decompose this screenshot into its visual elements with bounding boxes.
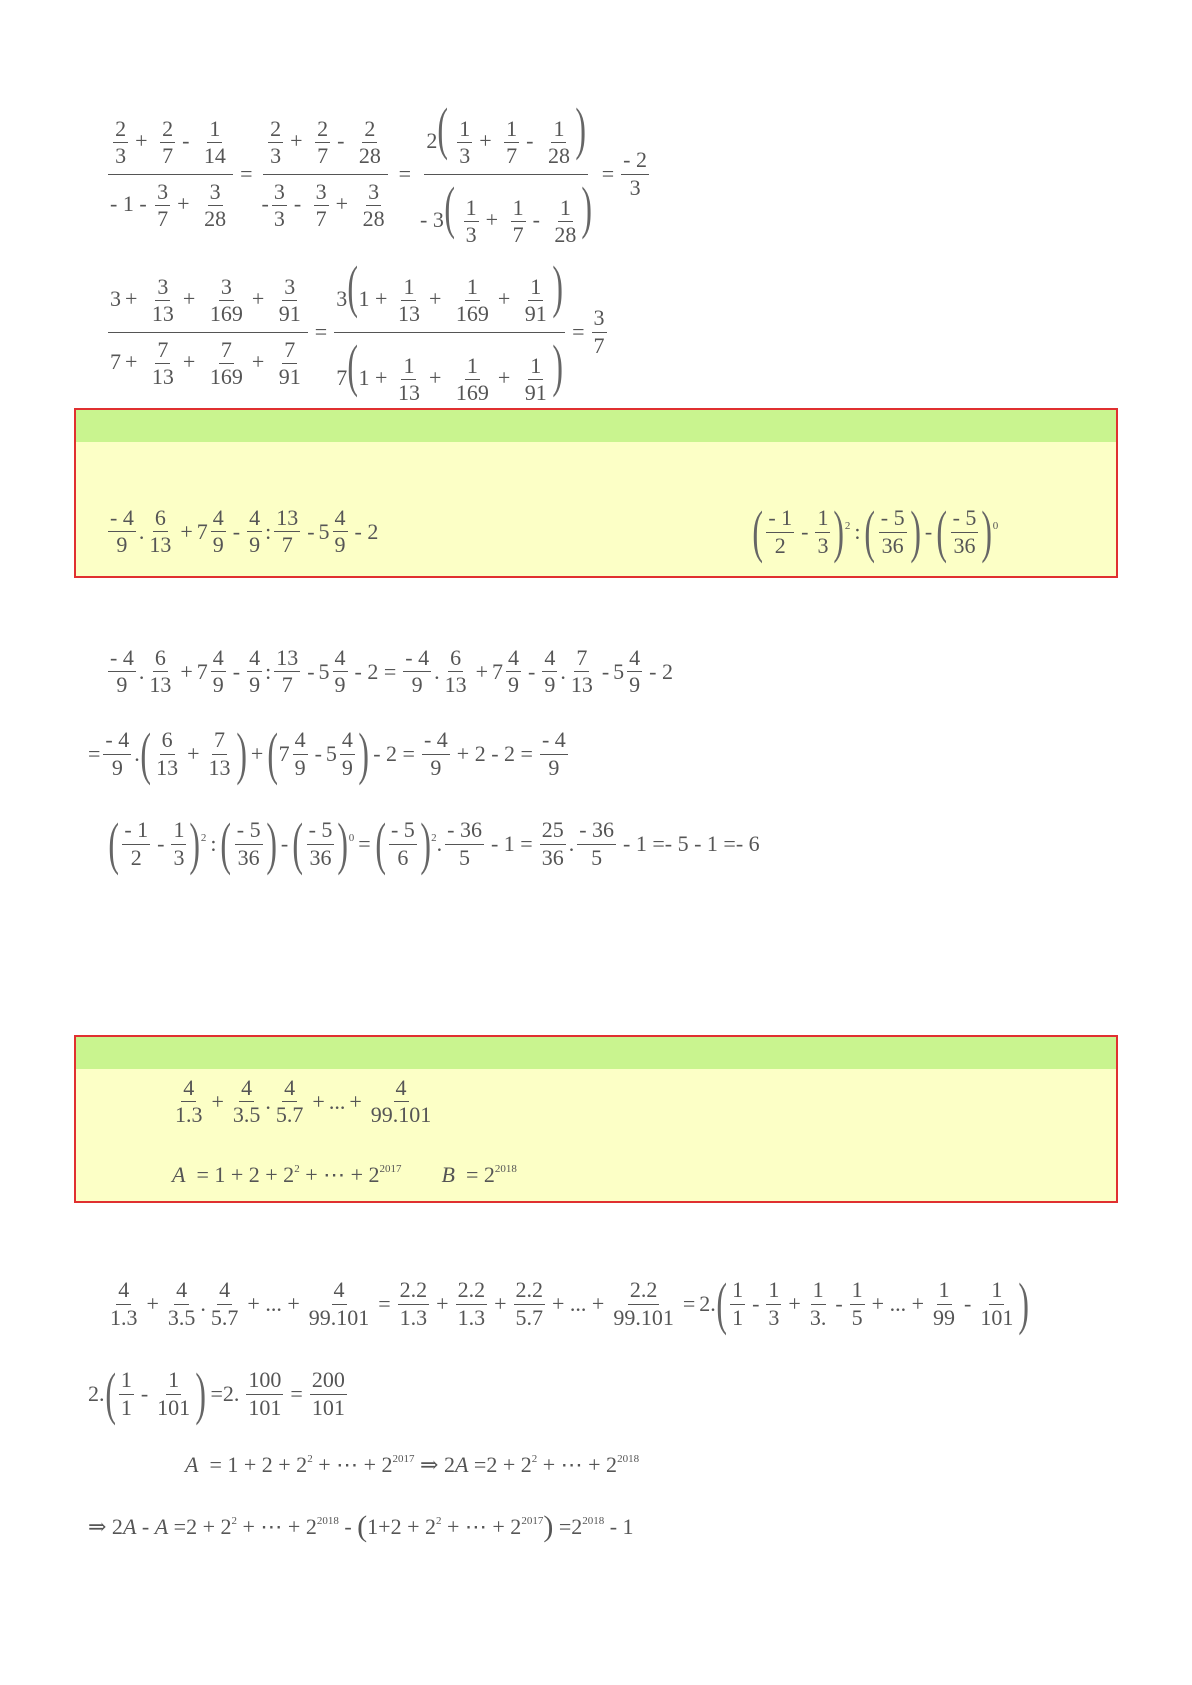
solution2-line-1: $\frac{4}{1.3}$ + $\frac{4}{3.5}$ . $\frac{4}{5.7}$ + ... + $\frac{4}{99.101}$ = $\frac{2.2}{1.3}$ + $\frac{2.2}{1.3}$ + $\frac{2.2}{5.7}$ + ... + $\frac{2.2}{99.101}$ = 2. ( $\frac{1}{1}$ - $\frac{1}{3}$ + $\frac{1}{3.}$ - $\frac{1}{5}$ + ... + $\frac{1}{99}$ - $\frac{1}{101}$ ) xyxy=(110,1271,1030,1336)
solution-line-2: = $\frac{- 4}{9}$ . ( $\frac{6}{13}$ + $\frac{7}{13}$ ) + ( 7 $\frac{4}{9}$ - 5 $\frac{4}{9}$ ) - 2 = $\frac{- 4}{9}$ + 2 - 2 = $\frac{- 4}{9}$ xyxy=(88,721,566,786)
solution2-line-3: A = 1 + 2 + 2 $^2$ + ⋯ + 2 $^{2017}$ ⇒ 2 A =2 + 2 $^2$ + ⋯ + 2 $^{2018}$ xyxy=(185,1452,640,1477)
solution-line-1: $\frac{- 4}{9}$ . $\frac{6}{13}$ + 7 $\frac{4}{9}$ - $\frac{4}{9}$ : $\frac{13}{7}$ - 5 $\frac{4}{9}$ - 2 = $\frac{- 4}{9}$ . $\frac{6}{13}$ + 7 $\frac{4}{9}$ - $\frac{4}{9}$ . $\frac{7}{13}$ - 5 $\frac{4}{9}$ - 2 xyxy=(110,645,673,698)
problem-AB-definitions: A = 1 + 2 + 2 $^2$ + ⋯ + 2 $^{2017}$ B = 2 $^{2018}$ xyxy=(172,1162,517,1187)
equation-1: $\frac{2}{3}$ + $\frac{2}{7}$ - $\frac{1}{14}$ - 1 - $\frac{3}{7}$ + $\frac{3}{28}$ = $\frac{2}{3}$ + $\frac{2}{7}$ - $\frac{2}{28}$ - $\frac{3}{3}$ - $\frac{3}{7}$ + $\frac{3}{28}$ = 2( $\frac{1}{3}$ + $\frac{1}{7}$ - $\frac{1}{28}$ ) - 3( $\frac{1}{3}$ + $\frac{1}{7}$ - $\frac{1}{28}$ ) = $\frac{- 2}{3}$ xyxy=(110,96,647,248)
solution2-line-4: ⇒ 2 A - A =2 + 2 $^2$ + ⋯ + 2 $^{2018}$ - ( 1+2 + 2 $^2$ + ⋯ + 2 $^{2017}$ ) =2 $^{2018}$ - 1 xyxy=(88,1510,634,1543)
complex-fraction: $\frac{2}{3}$ + $\frac{2}{7}$ - $\frac{1}{14}$ - 1 - $\frac{3}{7}$ + $\frac{3}{28}$ xyxy=(108,116,233,233)
box-header xyxy=(76,1037,1116,1069)
complex-fraction: 2( $\frac{1}{3}$ + $\frac{1}{7}$ - $\frac{1}{28}$ ) - 3( $\frac{1}{3}$ + $\frac{1}{7}$ - $\frac{1}{28}$ ) xyxy=(420,96,593,248)
problem-sum-expression: $\frac{4}{1.3}$ + $\frac{4}{3.5}$ . $\frac{4}{5.7}$ + ... + $\frac{4}{99.101}$ xyxy=(175,1075,432,1128)
problem-expression-a: $\frac{- 4}{9}$ . $\frac{6}{13}$ + 7 $\frac{4}{9}$ - $\frac{4}{9}$ : $\frac{13}{7}$ - 5 $\frac{4}{9}$ - 2 xyxy=(110,505,379,558)
complex-fraction: $\frac{2}{3}$ + $\frac{2}{7}$ - $\frac{2}{28}$ - $\frac{3}{3}$ - $\frac{3}{7}$ + $\frac{3}{28}$ xyxy=(260,116,392,233)
problem-expression-b: ( $\frac{- 1}{2}$ - $\frac{1}{3}$ ) $^2$ : ( $\frac{- 5}{36}$ ) - ( $\frac{- 5}{36}$ ) $^0$ xyxy=(752,499,999,564)
solution-line-3: ( $\frac{- 1}{2}$ - $\frac{1}{3}$ ) $^2$ : ( $\frac{- 5}{36}$ ) - ( $\frac{- 5}{36}$ ) $^0$ = ( $\frac{- 5}{6}$ ) $^2$ . $\frac{- 36}{5}$ - 1 = $\frac{25}{36}$ . $\frac{- 36}{5}$ - 1 =- 5 - 1 =- 6 xyxy=(108,811,760,876)
equation-2: 3 + $\frac{3}{13}$ + $\frac{3}{169}$ + $\frac{3}{91}$ 7 + $\frac{7}{13}$ + $\frac{7}{169}$ + $\frac{7}{91}$ = 3(1 + $\frac{1}{13}$ + $\frac{1}{169}$ + $\frac{1}{91}$ ) 7(1 + $\frac{1}{13}$ + $\frac{1}{169}$ + $\frac{1}{91}$ ) = $\frac{3}{7}$ xyxy=(110,254,605,406)
solution2-line-2: 2. ( $\frac{1}{1}$ - $\frac{1}{101}$ ) =2. $\frac{100}{101}$ = $\frac{200}{101}$ xyxy=(88,1361,345,1426)
box-header xyxy=(76,410,1116,442)
